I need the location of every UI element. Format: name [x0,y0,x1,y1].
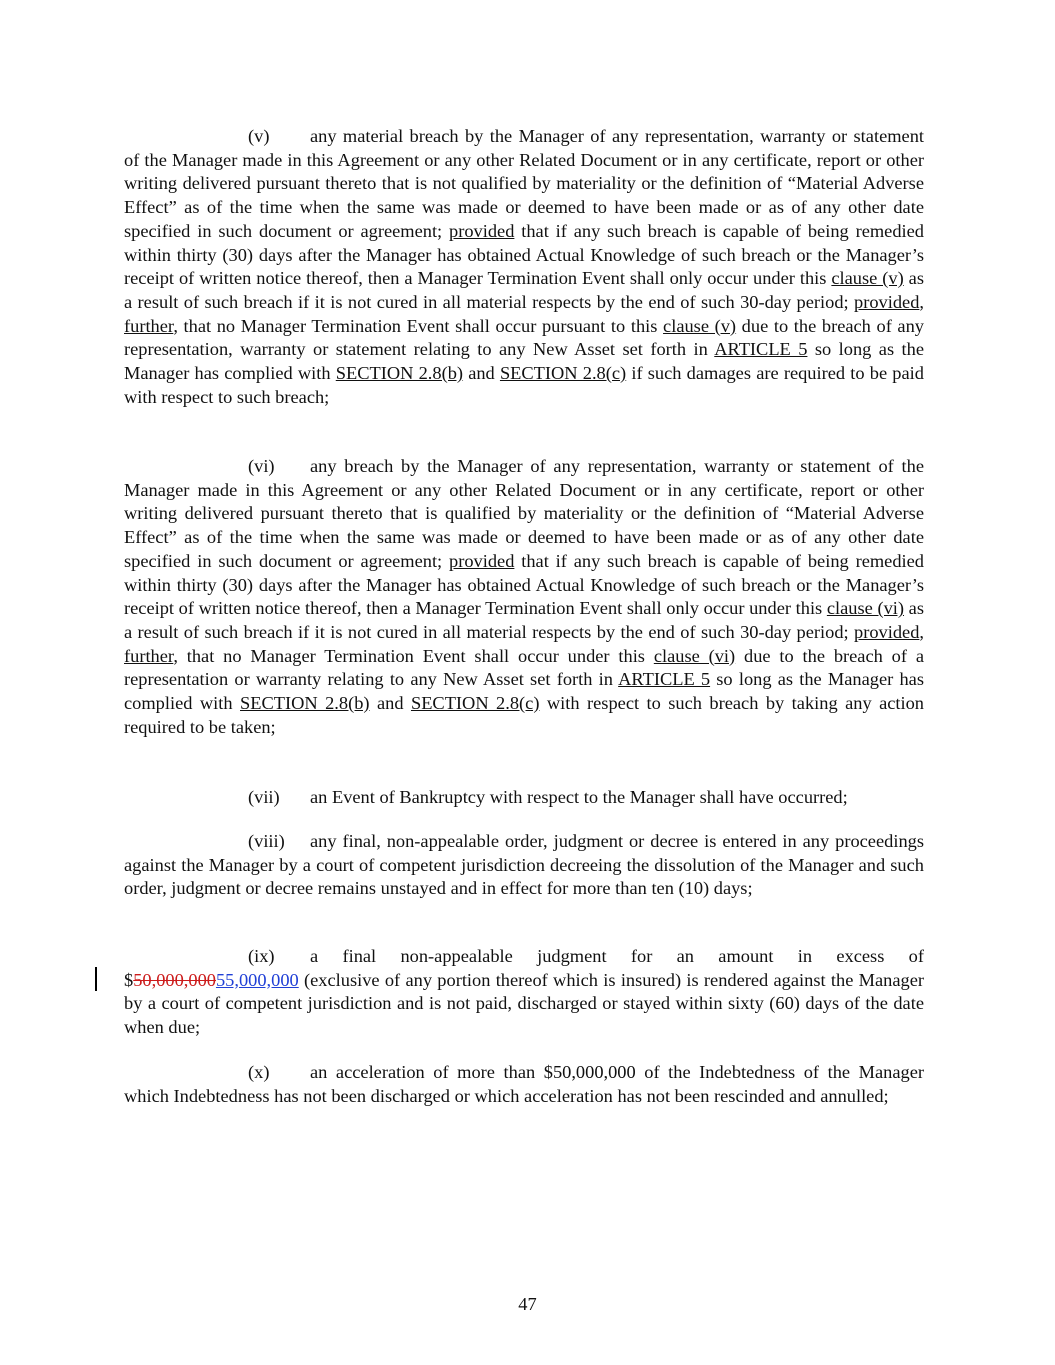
cross-reference: SECTION 2.8(c) [499,363,627,384]
clause-text: as a result of such breach if it is not cured in all material respects by the end of such 30-day period; [124,268,924,312]
deleted-text: 50,000,000 [133,969,216,990]
clause-number: (viii) [248,831,285,851]
cross-reference: ARTICLE 5 [714,339,808,360]
clause-text: , that no Manager Termination Event shall occur pursuant to this [173,315,664,336]
clause-text: an Event of Bankruptcy with respect to the Manager shall have occurred; [310,787,848,807]
revision-change-bar [95,967,97,991]
clause-number: (vi) [248,456,275,476]
clause-viii [124,830,924,901]
clause-text: an acceleration of more than $50,000,000 of the Indebtedness of the Manager which Indebtedness has not been discharged or which acceleration has not been rescinded and annulled; [124,1062,924,1106]
clause-number: (ix) [248,946,275,966]
clause-text: , [919,291,924,312]
clause-text: so long as the Manager has complied with [124,669,924,714]
cross-reference: provided [854,621,920,642]
cross-reference: further [124,315,174,336]
clause-x [124,1061,924,1108]
clause-text: and [369,693,411,714]
clause-vi [124,455,924,739]
cross-reference: further [124,645,174,666]
cross-reference: clause (vi) [826,598,905,619]
clause-text: so long as the Manager has complied with [124,339,925,384]
clause-text: and [463,363,500,384]
clause-text: any final, non-appealable order, judgment or decree is entered in any proceedings against the Manager by a court of competent jurisdiction decreeing the dissolution of the Manager and such order, judgment or decree remains unstayed and in effect for more than ten (10) days; [124,831,924,899]
clause-number: (v) [248,126,270,146]
cross-reference: clause (v) [663,315,737,336]
cross-reference: clause (v) [831,268,904,289]
clause-number: (vii) [248,787,280,807]
clause-text: if such damages are required to be paid with respect to such breach; [124,363,924,407]
clause-v [124,125,924,409]
clause-text: due to the breach of any representation, warranty or statement relating to any New Asset set forth in [124,315,924,360]
clause-text: due to the breach of a representation or warranty relating to any New Asset set forth in [124,645,924,690]
cross-reference: SECTION 2.8(b) [335,363,464,384]
clause-text: (exclusive of any portion thereof which is insured) is rendered against the Manager by a court of competent jurisdiction and is not paid, discharged or stayed within sixty (60) days of the date when due; [124,969,924,1038]
clause-text: as a result of such breach if it is not cured in all material respects by the end of such 30-day period; [124,598,924,642]
clause-text: with respect to such breach by taking any action required to be taken; [124,693,925,737]
clause-text: a final non-appealable judgment for an amount in excess of $ [124,946,924,990]
clause-ix [124,945,924,1040]
inserted-text: 55,000,000 [215,969,299,990]
cross-reference: SECTION 2.8(b) [240,693,370,714]
clause-text: that if any such breach is capable of being remedied within thirty (30) days after the Manager has obtained Actual Knowledge of such breach or the Manager’s receipt of written notice thereof, then a Manager Termination Event shall only occur under this [124,550,924,619]
clause-text: that if any such breach is capable of being remedied within thirty (30) days after the Manager has obtained Actual Knowledge of such breach or the Manager’s receipt of written notice thereof, then a Manager Termination Event shall only occur under this [124,220,924,289]
clause-text: , [919,621,924,642]
clause-text: , that no Manager Termination Event shall occur under this [173,645,654,666]
cross-reference: provided [449,550,515,571]
cross-reference: clause (vi) [653,645,736,666]
cross-reference: SECTION 2.8(c) [410,693,540,714]
cross-reference: provided [449,220,515,241]
clause-text: any material breach by the Manager of any representation, warranty or statement of the Manager made in this Agreement or any other Related Document or in any certificate, report or other writing delivered pursuant thereto that is not qualified by materiality or the definition of “Material Adverse Effect” as of the time when the same was made or deemed to have been made or as of any other date specified in such document or agreement; [124,126,924,241]
page-number: 47 [518,1294,537,1314]
clause-vii [124,786,924,810]
clause-number: (x) [248,1062,270,1082]
clause-text: any breach by the Manager of any representation, warranty or statement of the Manager made in this Agreement or any other Related Document or in any certificate, report or other writing delivered pursuant thereto that is qualified by materiality or the definition of “Material Adverse Effect” as of the time when the same was made or deemed to have been made or as of any other date specified in such document or agreement; [124,456,924,571]
cross-reference: provided [854,291,920,312]
cross-reference: ARTICLE 5 [618,669,711,690]
